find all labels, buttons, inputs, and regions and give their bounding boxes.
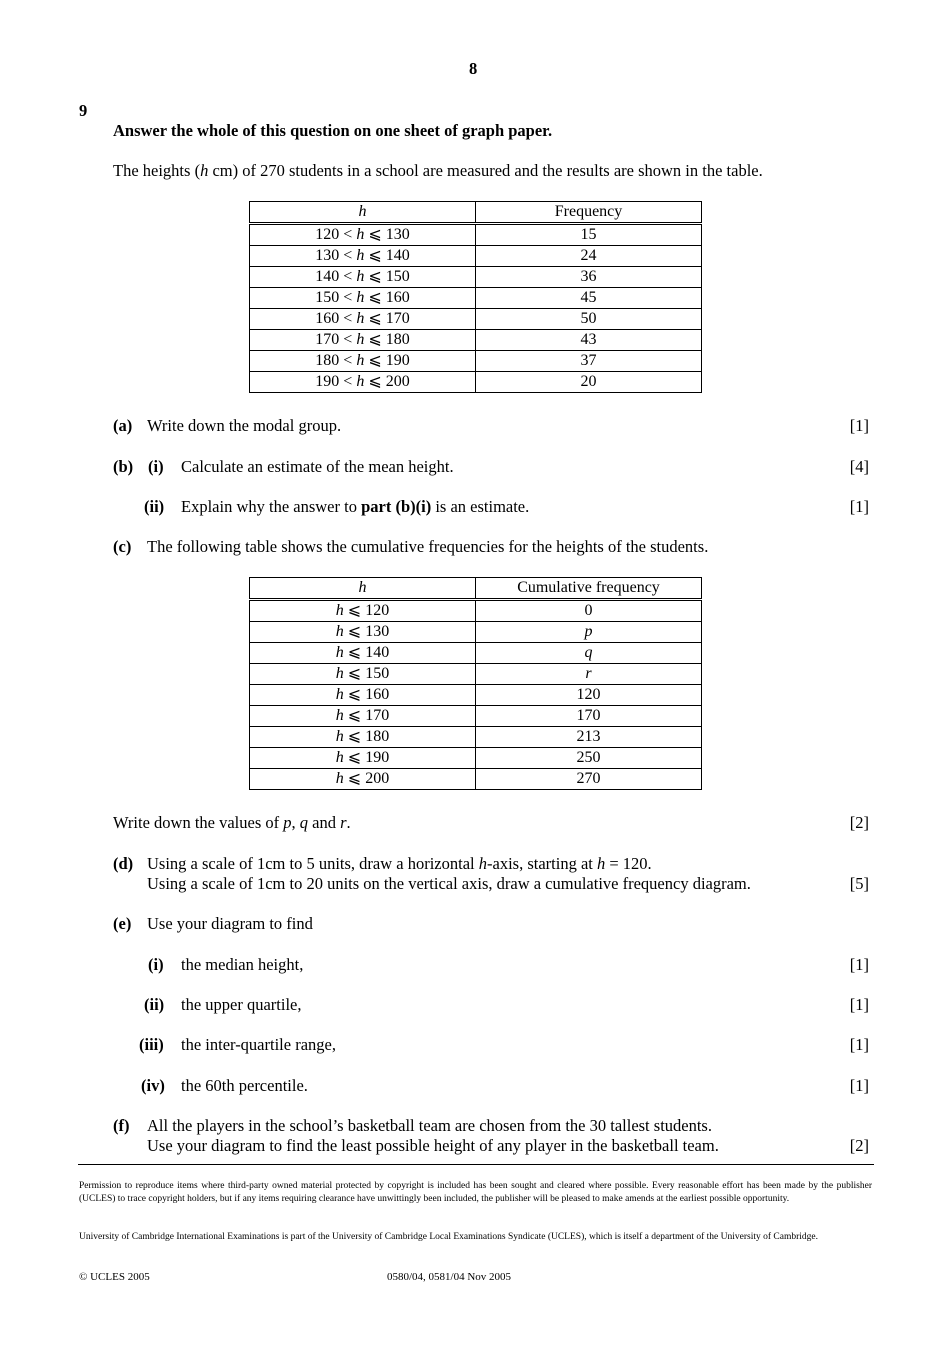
part-b-i-mark: [4] — [849, 457, 869, 476]
cumulative-frequency-cell: p — [476, 622, 702, 643]
part-b-label: (b) — [113, 457, 134, 476]
instruction: Answer the whole of this question on one sheet of graph paper. — [113, 121, 553, 140]
height-bound-cell: h ⩽ 150 — [250, 664, 476, 685]
height-interval-cell: 180 < h ⩽ 190 — [250, 351, 476, 372]
part-e-ii-mark: [1] — [849, 995, 869, 1014]
part-b-ii-label: (ii) — [144, 497, 165, 516]
part-e-i-text: the median height, — [181, 955, 304, 974]
height-bound-cell: h ⩽ 190 — [250, 748, 476, 769]
height-bound-cell: h ⩽ 120 — [250, 600, 476, 622]
height-bound-cell: h ⩽ 170 — [250, 706, 476, 727]
table-row — [250, 330, 702, 351]
table-row — [250, 622, 702, 643]
table-row — [250, 600, 702, 622]
height-bound-cell: h ⩽ 200 — [250, 769, 476, 790]
height-interval-cell: 170 < h ⩽ 180 — [250, 330, 476, 351]
part-d-line1: Using a scale of 1cm to 5 units, draw a horizontal h-axis, starting at h = 120. — [147, 854, 652, 873]
intro-text: The heights (h cm) of 270 students in a school are measured and the results are shown in the table. — [113, 161, 763, 180]
cumulative-frequency-cell: 120 — [476, 685, 702, 706]
part-a-mark: [1] — [849, 416, 869, 435]
part-b-i-label: (i) — [148, 457, 164, 476]
part-e-i-mark: [1] — [849, 955, 869, 974]
part-a-text: Write down the modal group. — [147, 416, 342, 435]
table-row — [250, 351, 702, 372]
part-c-label: (c) — [113, 537, 132, 556]
part-a-label: (a) — [113, 416, 133, 435]
part-c-text: The following table shows the cumulative frequencies for the heights of the students. — [147, 537, 709, 556]
table-header-frequency: Frequency — [476, 202, 702, 224]
frequency-cell: 43 — [476, 330, 702, 351]
part-e-ii-label: (ii) — [144, 995, 165, 1014]
copyright: © UCLES 2005 — [79, 1271, 150, 1283]
table-header-h: h — [250, 202, 476, 224]
table-row — [250, 685, 702, 706]
table-row — [250, 727, 702, 748]
frequency-table — [249, 201, 702, 393]
cumulative-frequency-cell: 0 — [476, 600, 702, 622]
height-bound-cell: h ⩽ 160 — [250, 685, 476, 706]
part-f-mark: [2] — [849, 1136, 869, 1155]
part-e-text: Use your diagram to find — [147, 914, 313, 933]
university-notice: University of Cambridge International Examinations is part of the University of Cambridge Local Examinations Syndicate (UCLES), which is itself a department of the University of Cambridge. — [79, 1232, 818, 1242]
part-d-line2: Using a scale of 1cm to 20 units on the vertical axis, draw a cumulative frequency diagram. — [147, 874, 751, 893]
part-f-label: (f) — [113, 1116, 130, 1135]
cumulative-frequency-cell: 270 — [476, 769, 702, 790]
page-number: 8 — [469, 59, 478, 78]
height-interval-cell: 150 < h ⩽ 160 — [250, 288, 476, 309]
frequency-cell: 50 — [476, 309, 702, 330]
part-e-ii-text: the upper quartile, — [181, 995, 302, 1014]
part-b-i-text: Calculate an estimate of the mean height. — [181, 457, 454, 476]
part-f-line2: Use your diagram to find the least possible height of any player in the basketball team. — [147, 1136, 719, 1155]
frequency-cell: 45 — [476, 288, 702, 309]
height-bound-cell: h ⩽ 130 — [250, 622, 476, 643]
height-bound-cell: h ⩽ 140 — [250, 643, 476, 664]
height-interval-cell: 160 < h ⩽ 170 — [250, 309, 476, 330]
part-c-mark: [2] — [849, 813, 869, 832]
cumulative-frequency-cell: 170 — [476, 706, 702, 727]
height-bound-cell: h ⩽ 180 — [250, 727, 476, 748]
part-d-label: (d) — [113, 854, 134, 873]
table-row — [250, 748, 702, 769]
height-interval-cell: 130 < h ⩽ 140 — [250, 246, 476, 267]
table-row — [250, 267, 702, 288]
footer-divider — [78, 1164, 874, 1165]
part-e-iii-mark: [1] — [849, 1035, 869, 1054]
part-c-follow-text: Write down the values of p, q and r. — [113, 813, 351, 832]
height-interval-cell: 120 < h ⩽ 130 — [250, 224, 476, 246]
cumulative-frequency-table — [249, 577, 702, 790]
permission-notice: Permission to reproduce items where third-party owned material protected by copyright is included has been sought and cleared where possible. Every reasonable effort has been made by the publisher (UCLES) to trace copyright holders, but if any items requiring clearance have unwittingly been included, the publisher will be pleased to make amends at the earliest possible opportunity. — [79, 1181, 872, 1204]
table-row — [250, 769, 702, 790]
frequency-cell: 24 — [476, 246, 702, 267]
frequency-cell: 36 — [476, 267, 702, 288]
table-row — [250, 224, 702, 246]
table-row — [250, 643, 702, 664]
question-number: 9 — [79, 101, 88, 120]
height-interval-cell: 190 < h ⩽ 200 — [250, 372, 476, 393]
part-b-ii-mark: [1] — [849, 497, 869, 516]
part-e-i-label: (i) — [148, 955, 164, 974]
part-e-label: (e) — [113, 914, 132, 933]
part-e-iii-label: (iii) — [139, 1035, 164, 1054]
part-e-iv-mark: [1] — [849, 1076, 869, 1095]
table-row — [250, 288, 702, 309]
paper-code: 0580/04, 0581/04 Nov 2005 — [387, 1271, 512, 1283]
part-f-line1: All the players in the school’s basketball team are chosen from the 30 tallest students. — [147, 1116, 712, 1135]
cumulative-frequency-cell: 250 — [476, 748, 702, 769]
table-row — [250, 664, 702, 685]
part-e-iv-label: (iv) — [141, 1076, 165, 1095]
cumulative-frequency-cell: q — [476, 643, 702, 664]
part-b-ii-text: Explain why the answer to part (b)(i) is an estimate. — [181, 497, 530, 516]
table-row — [250, 246, 702, 267]
part-e-iv-text: the 60th percentile. — [181, 1076, 308, 1095]
cumulative-frequency-cell: 213 — [476, 727, 702, 748]
height-interval-cell: 140 < h ⩽ 150 — [250, 267, 476, 288]
table-header-h: h — [250, 578, 476, 600]
table-row — [250, 372, 702, 393]
frequency-cell: 15 — [476, 224, 702, 246]
frequency-cell: 20 — [476, 372, 702, 393]
table-row — [250, 706, 702, 727]
cumulative-frequency-cell: r — [476, 664, 702, 685]
part-d-mark: [5] — [849, 874, 869, 893]
part-e-iii-text: the inter-quartile range, — [181, 1035, 336, 1054]
table-header-cumulative-frequency: Cumulative frequency — [476, 578, 702, 600]
frequency-cell: 37 — [476, 351, 702, 372]
table-row — [250, 309, 702, 330]
